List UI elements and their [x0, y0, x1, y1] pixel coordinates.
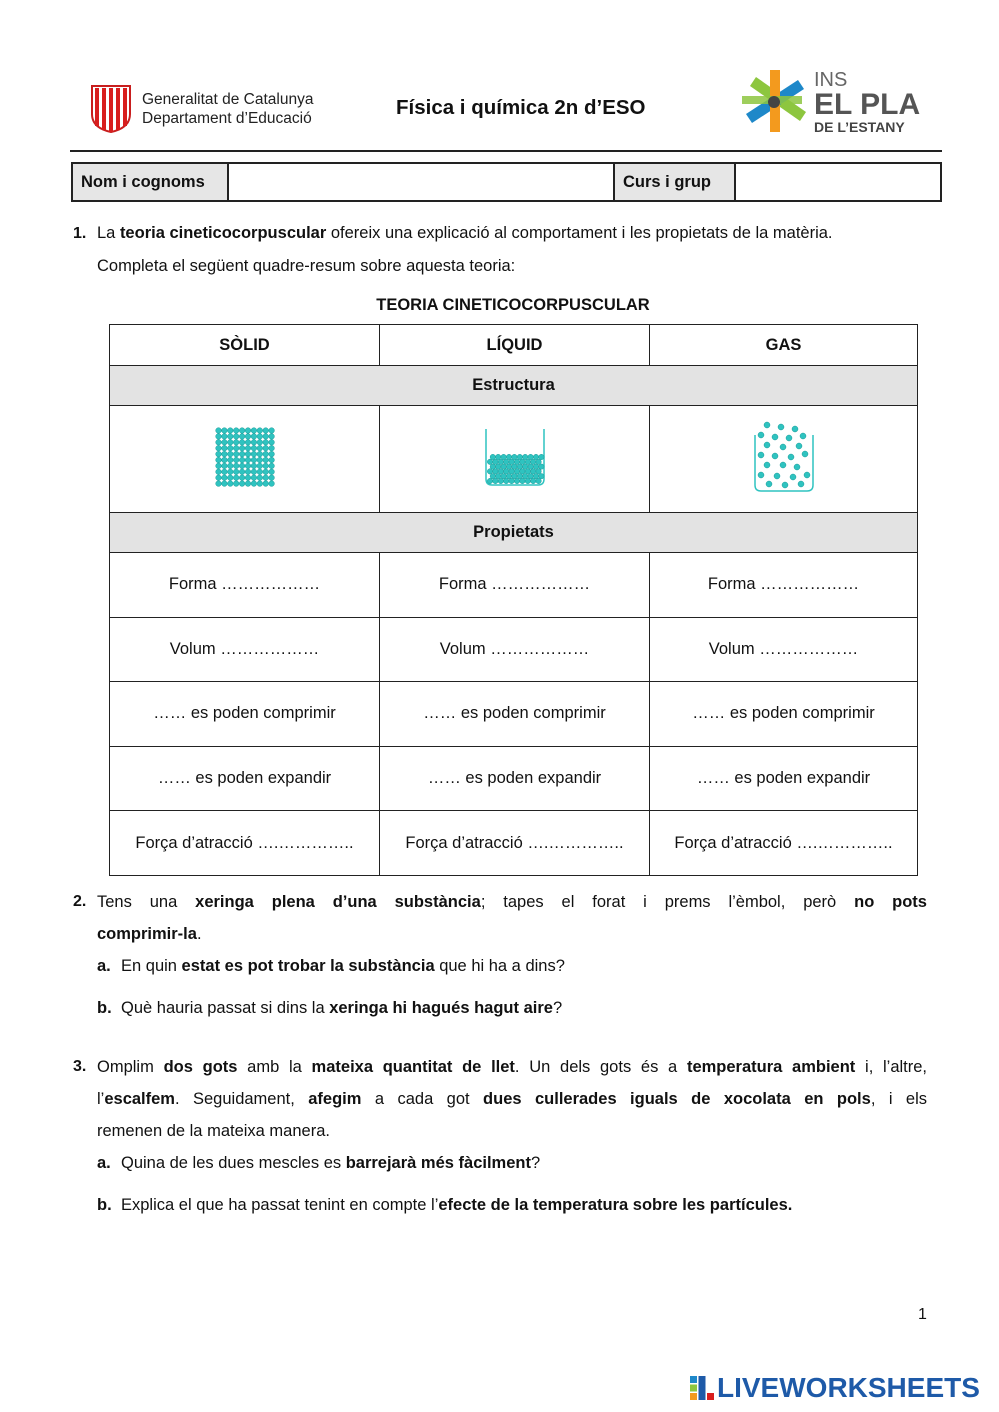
- particle-icon: [492, 459, 497, 464]
- particle-icon: [251, 433, 257, 439]
- particle-icon: [257, 427, 263, 433]
- particle-icon: [233, 469, 239, 475]
- particle-icon: [233, 474, 239, 480]
- liveworksheets-logo-icon: [690, 1376, 714, 1400]
- solid-volume-cell[interactable]: Volum ………………: [110, 617, 380, 682]
- particle-icon: [511, 473, 516, 478]
- group-input[interactable]: [736, 164, 940, 200]
- particle-icon: [804, 472, 810, 478]
- q1-text-a: La: [97, 224, 120, 242]
- q3-text-l: a cada got: [361, 1090, 484, 1108]
- table-row: [110, 811, 918, 876]
- particle-icon: [508, 468, 513, 473]
- particle-icon: [227, 463, 233, 469]
- particle-icon: [268, 463, 274, 469]
- solid-shape-cell[interactable]: Forma ………………: [110, 553, 380, 618]
- particle-icon: [239, 457, 245, 463]
- particle-icon: [514, 478, 519, 483]
- particle-icon: [233, 480, 239, 486]
- particle-icon: [239, 463, 245, 469]
- ins-text: INS: [814, 69, 848, 91]
- table-row: [110, 746, 918, 811]
- particle-icon: [239, 439, 245, 445]
- particle-icon: [268, 439, 274, 445]
- particle-icon: [239, 480, 245, 486]
- particle-icon: [525, 468, 530, 473]
- particle-icon: [794, 464, 800, 470]
- particle-icon: [503, 459, 508, 464]
- particle-icon: [227, 457, 233, 463]
- table-row: [110, 553, 918, 618]
- table-row: [110, 617, 918, 682]
- particle-icon: [215, 445, 221, 451]
- q3-text-k: afegim: [308, 1090, 362, 1108]
- particle-icon: [772, 453, 778, 459]
- particle-icon: [506, 463, 511, 468]
- particle-icon: [792, 426, 798, 432]
- student-info-table: [71, 162, 942, 202]
- name-label: Nom i cognoms: [73, 164, 229, 200]
- particle-icon: [239, 451, 245, 457]
- particle-icon: [514, 468, 519, 473]
- particle-icon: [245, 451, 251, 457]
- particle-icon: [508, 478, 513, 483]
- particle-icon: [215, 451, 221, 457]
- particle-icon: [268, 469, 274, 475]
- q2-text-c: ; tapes el forat i prems l’èmbol, però: [480, 893, 855, 911]
- question-3b-text: [121, 1195, 792, 1215]
- name-input[interactable]: [229, 164, 615, 200]
- particle-icon: [262, 474, 268, 480]
- particle-icon: [522, 454, 527, 459]
- particle-icon: [490, 473, 495, 478]
- particle-icon: [245, 433, 251, 439]
- particle-icon: [227, 439, 233, 445]
- particle-icon: [506, 473, 511, 478]
- particle-icon: [262, 445, 268, 451]
- particle-icon: [257, 463, 263, 469]
- particle-icon: [233, 427, 239, 433]
- particle-icon: [487, 478, 492, 483]
- particle-icon: [519, 468, 524, 473]
- particle-icon: [221, 427, 227, 433]
- particle-icon: [215, 457, 221, 463]
- particle-icon: [517, 473, 522, 478]
- liquid-shape-cell[interactable]: Forma ………………: [380, 553, 650, 618]
- liquid-structure-cell: [380, 406, 650, 513]
- q3-text-n: , i els: [870, 1090, 928, 1108]
- particle-icon: [492, 478, 497, 483]
- particle-icon: [500, 454, 505, 459]
- particle-icon: [530, 459, 535, 464]
- particle-icon: [800, 433, 806, 439]
- particle-icon: [215, 463, 221, 469]
- particle-icon: [233, 457, 239, 463]
- particle-icon: [221, 445, 227, 451]
- particle-icon: [758, 452, 764, 458]
- particle-icon: [798, 481, 804, 487]
- particle-icon: [268, 457, 274, 463]
- gas-structure-cell: [650, 406, 918, 513]
- generalitat-line-1: Generalitat de Catalunya: [142, 91, 314, 108]
- particle-icon: [215, 439, 221, 445]
- gas-expand-cell[interactable]: …… es poden expandir: [650, 746, 918, 811]
- question-2-line-1: [97, 892, 927, 912]
- properties-section-label: Propietats: [110, 513, 918, 553]
- question-1-line-1: [97, 223, 833, 243]
- particle-icon: [758, 432, 764, 438]
- particle-icon: [221, 474, 227, 480]
- q2a-text-1: En quin: [121, 957, 182, 975]
- particle-icon: [490, 454, 495, 459]
- gas-shape-cell[interactable]: Forma ………………: [650, 553, 918, 618]
- particle-icon: [268, 480, 274, 486]
- q3-text-m: dues cullerades iguals de xocolata en pols: [483, 1090, 871, 1108]
- particle-icon: [233, 445, 239, 451]
- particle-icon: [245, 469, 251, 475]
- particle-icon: [780, 444, 786, 450]
- particle-icon: [527, 463, 532, 468]
- q3-text-d: mateixa quantitat de llet: [311, 1058, 515, 1076]
- particle-icon: [245, 463, 251, 469]
- particle-icon: [495, 473, 500, 478]
- particle-icon: [245, 427, 251, 433]
- particle-icon: [268, 474, 274, 480]
- header-solid: SÒLID: [110, 325, 380, 366]
- particle-icon: [257, 451, 263, 457]
- structure-section-label: Estructura: [110, 366, 918, 406]
- particle-icon: [227, 469, 233, 475]
- particle-icon: [251, 469, 257, 475]
- q2-text-f: .: [196, 925, 202, 943]
- particle-icon: [233, 463, 239, 469]
- particle-icon: [533, 454, 538, 459]
- ins-el-pla-logo-icon: [740, 66, 930, 136]
- particle-icon: [525, 459, 530, 464]
- q3-text-f: temperatura ambient: [686, 1058, 856, 1076]
- particle-icon: [527, 473, 532, 478]
- header-divider: [70, 150, 942, 152]
- q2a-text-2: estat es pot trobar la substància: [181, 957, 435, 975]
- el-pla-text: EL PLA: [814, 88, 921, 121]
- particle-icon: [262, 457, 268, 463]
- q3-text-b: dos gots: [163, 1058, 238, 1076]
- particle-icon: [788, 454, 794, 460]
- group-label: Curs i grup: [615, 164, 736, 200]
- particle-icon: [786, 435, 792, 441]
- particle-icon: [251, 439, 257, 445]
- particle-icon: [487, 459, 492, 464]
- particle-icon: [239, 427, 245, 433]
- particle-icon: [215, 469, 221, 475]
- particle-icon: [492, 468, 497, 473]
- particle-icon: [227, 433, 233, 439]
- particle-icon: [517, 463, 522, 468]
- particle-icon: [251, 451, 257, 457]
- q2a-text-3: que hi ha a dins?: [434, 957, 565, 975]
- particle-icon: [221, 457, 227, 463]
- gas-compress-cell[interactable]: …… es poden comprimir: [650, 682, 918, 747]
- solid-attraction-cell[interactable]: Força d’atracció ….…………..: [110, 811, 380, 876]
- liquid-compress-cell[interactable]: …… es poden comprimir: [380, 682, 650, 747]
- particle-icon: [227, 445, 233, 451]
- q1-text-b: teoria cineticocorpuscular: [119, 224, 327, 242]
- q2b-text-1: Què hauria passat si dins la: [121, 999, 330, 1017]
- solid-particles-icon: [215, 427, 275, 487]
- question-3-line-1: [97, 1057, 927, 1077]
- q2b-text-2: xeringa hi hagués hagut aire: [329, 999, 553, 1017]
- gas-particles-icon: [753, 421, 815, 493]
- particle-icon: [530, 468, 535, 473]
- particle-icon: [221, 451, 227, 457]
- particle-icon: [245, 474, 251, 480]
- liquid-expand-cell[interactable]: …… es poden expandir: [380, 746, 650, 811]
- particle-icon: [495, 454, 500, 459]
- particle-icon: [535, 468, 540, 473]
- particle-icon: [251, 445, 257, 451]
- particle-icon: [802, 451, 808, 457]
- gas-volume-cell[interactable]: Volum ………………: [650, 617, 918, 682]
- particle-icon: [772, 434, 778, 440]
- liveworksheets-brand: LIVEWORKSHEETS: [717, 1372, 980, 1403]
- q1-text-c: ofereix una explicació al comportament i les propietats de la matèria.: [326, 224, 833, 242]
- theory-table-title: TEORIA CINETICOCORPUSCULAR: [376, 296, 650, 314]
- particle-icon: [221, 439, 227, 445]
- theory-table: [109, 324, 918, 876]
- particle-icon: [257, 433, 263, 439]
- q3b-text-1: Explica el que ha passat tenint en compte l’: [121, 1196, 439, 1214]
- q2b-text-3: ?: [552, 999, 563, 1017]
- q3a-text-3: ?: [530, 1154, 541, 1172]
- liquid-attraction-cell[interactable]: Força d’atracció ….…………..: [380, 811, 650, 876]
- particle-icon: [511, 463, 516, 468]
- header-gas: GAS: [650, 325, 918, 366]
- particle-icon: [782, 482, 788, 488]
- particle-icon: [766, 481, 772, 487]
- particle-icon: [245, 457, 251, 463]
- question-3-number: 3.: [73, 1058, 87, 1075]
- particle-icon: [268, 427, 274, 433]
- particle-icon: [257, 457, 263, 463]
- q3-text-c: amb la: [237, 1058, 312, 1076]
- solid-expand-cell[interactable]: …… es poden expandir: [110, 746, 380, 811]
- particle-icon: [262, 451, 268, 457]
- particle-icon: [233, 433, 239, 439]
- particle-icon: [221, 463, 227, 469]
- particle-icon: [519, 478, 524, 483]
- question-2-line-2: [97, 924, 202, 944]
- particle-icon: [257, 469, 263, 475]
- question-3a-label: a.: [97, 1154, 111, 1172]
- particle-icon: [262, 439, 268, 445]
- particle-icon: [503, 478, 508, 483]
- page-number: 1: [918, 1306, 927, 1323]
- particle-icon: [239, 433, 245, 439]
- particle-icon: [530, 478, 535, 483]
- question-2b-label: b.: [97, 999, 112, 1017]
- particle-icon: [517, 454, 522, 459]
- particle-icon: [790, 474, 796, 480]
- particle-icon: [498, 459, 503, 464]
- particle-icon: [533, 463, 538, 468]
- particle-icon: [262, 427, 268, 433]
- solid-compress-cell[interactable]: …… es poden comprimir: [110, 682, 380, 747]
- q3-text-g: i, l’altre,: [855, 1058, 928, 1076]
- particle-icon: [221, 480, 227, 486]
- particle-icon: [490, 463, 495, 468]
- particle-icon: [215, 427, 221, 433]
- question-2b-text: [121, 998, 562, 1018]
- question-3-line-2: [97, 1089, 927, 1109]
- gas-attraction-cell[interactable]: Força d’atracció ….…………..: [650, 811, 918, 876]
- particle-icon: [227, 480, 233, 486]
- particle-icon: [245, 445, 251, 451]
- particle-icon: [522, 463, 527, 468]
- q2-text-b: xeringa plena d’una substància: [195, 893, 481, 911]
- question-3a-text: [121, 1153, 540, 1173]
- particle-icon: [527, 454, 532, 459]
- particle-icon: [257, 445, 263, 451]
- particle-icon: [215, 480, 221, 486]
- liveworksheets-footer[interactable]: [690, 1372, 980, 1404]
- particle-icon: [500, 473, 505, 478]
- particle-icon: [538, 473, 543, 478]
- particle-icon: [268, 451, 274, 457]
- particle-icon: [535, 478, 540, 483]
- q2-text-d: no pots: [854, 893, 927, 911]
- particle-icon: [503, 468, 508, 473]
- particle-icon: [500, 463, 505, 468]
- de-l-estany-text: DE L’ESTANY: [814, 119, 905, 135]
- particle-icon: [233, 451, 239, 457]
- table-row: [110, 682, 918, 747]
- particle-icon: [268, 433, 274, 439]
- particle-icon: [498, 478, 503, 483]
- particle-icon: [498, 468, 503, 473]
- q2-text-e: comprimir-la: [97, 925, 197, 943]
- particle-icon: [262, 469, 268, 475]
- q3a-text-1: Quina de les dues mescles es: [121, 1154, 346, 1172]
- liquid-volume-cell[interactable]: Volum ………………: [380, 617, 650, 682]
- structure-section-row: [110, 366, 918, 406]
- document-title: Física i química 2n d’ESO: [396, 96, 646, 119]
- solid-structure-cell: [110, 406, 380, 513]
- q3-text-e: . Un dels gots és a: [514, 1058, 687, 1076]
- q3b-text-2: efecte de la temperatura sobre les partícules.: [438, 1196, 793, 1214]
- particle-icon: [764, 422, 770, 428]
- particle-icon: [533, 473, 538, 478]
- particle-icon: [257, 439, 263, 445]
- particle-icon: [525, 478, 530, 483]
- particle-icon: [511, 454, 516, 459]
- particle-icon: [506, 454, 511, 459]
- particle-icon: [764, 442, 770, 448]
- particle-icon: [233, 439, 239, 445]
- structure-images-row: [110, 406, 918, 513]
- q3-text-a: Omplim: [97, 1058, 164, 1076]
- particle-icon: [535, 459, 540, 464]
- particle-icon: [221, 433, 227, 439]
- generalitat-line-2: Departament d’Educació: [142, 110, 312, 127]
- particle-icon: [251, 480, 257, 486]
- generalitat-text: [142, 90, 313, 128]
- particle-icon: [227, 427, 233, 433]
- particle-icon: [262, 433, 268, 439]
- particle-icon: [257, 474, 263, 480]
- particle-icon: [215, 474, 221, 480]
- question-2-number: 2.: [73, 893, 87, 910]
- question-1-number: 1.: [73, 225, 87, 242]
- particle-icon: [268, 445, 274, 451]
- properties-section-row: [110, 513, 918, 553]
- question-2a-text: [121, 956, 565, 976]
- particle-icon: [221, 469, 227, 475]
- particle-icon: [758, 472, 764, 478]
- particle-icon: [774, 473, 780, 479]
- particle-icon: [251, 474, 257, 480]
- q3-text-i: escalfem: [104, 1090, 175, 1108]
- header-liquid: LÍQUID: [380, 325, 650, 366]
- particle-icon: [780, 462, 786, 468]
- particle-icon: [764, 462, 770, 468]
- particle-icon: [245, 480, 251, 486]
- particle-icon: [239, 445, 245, 451]
- particle-icon: [508, 459, 513, 464]
- particle-icon: [239, 469, 245, 475]
- generalitat-logo-icon: [90, 84, 132, 134]
- particle-icon: [514, 459, 519, 464]
- particle-icon: [262, 463, 268, 469]
- question-3-line-3: remenen de la mateixa manera.: [97, 1122, 330, 1140]
- particle-icon: [538, 463, 543, 468]
- particle-icon: [245, 439, 251, 445]
- particle-icon: [522, 473, 527, 478]
- particle-icon: [538, 454, 543, 459]
- q3-text-j: . Seguidament,: [174, 1090, 309, 1108]
- particle-icon: [215, 433, 221, 439]
- particle-icon: [796, 443, 802, 449]
- particle-icon: [251, 427, 257, 433]
- particle-icon: [257, 480, 263, 486]
- question-2a-label: a.: [97, 957, 111, 975]
- particle-icon: [227, 451, 233, 457]
- q2-text-a: Tens una: [97, 893, 196, 911]
- particle-icon: [251, 463, 257, 469]
- particle-icon: [495, 463, 500, 468]
- liquid-particles-icon: [484, 427, 546, 487]
- particle-icon: [262, 480, 268, 486]
- particle-icon: [778, 424, 784, 430]
- particle-icon: [487, 468, 492, 473]
- particle-icon: [239, 474, 245, 480]
- question-1-line-2: Completa el següent quadre-resum sobre aquesta teoria:: [97, 257, 516, 275]
- table-header-row: [110, 325, 918, 366]
- q3-text-h: l’: [97, 1090, 105, 1108]
- q3a-text-2: barrejarà més fàcilment: [345, 1154, 531, 1172]
- particle-icon: [251, 457, 257, 463]
- question-3b-label: b.: [97, 1196, 112, 1214]
- particle-icon: [519, 459, 524, 464]
- particle-icon: [227, 474, 233, 480]
